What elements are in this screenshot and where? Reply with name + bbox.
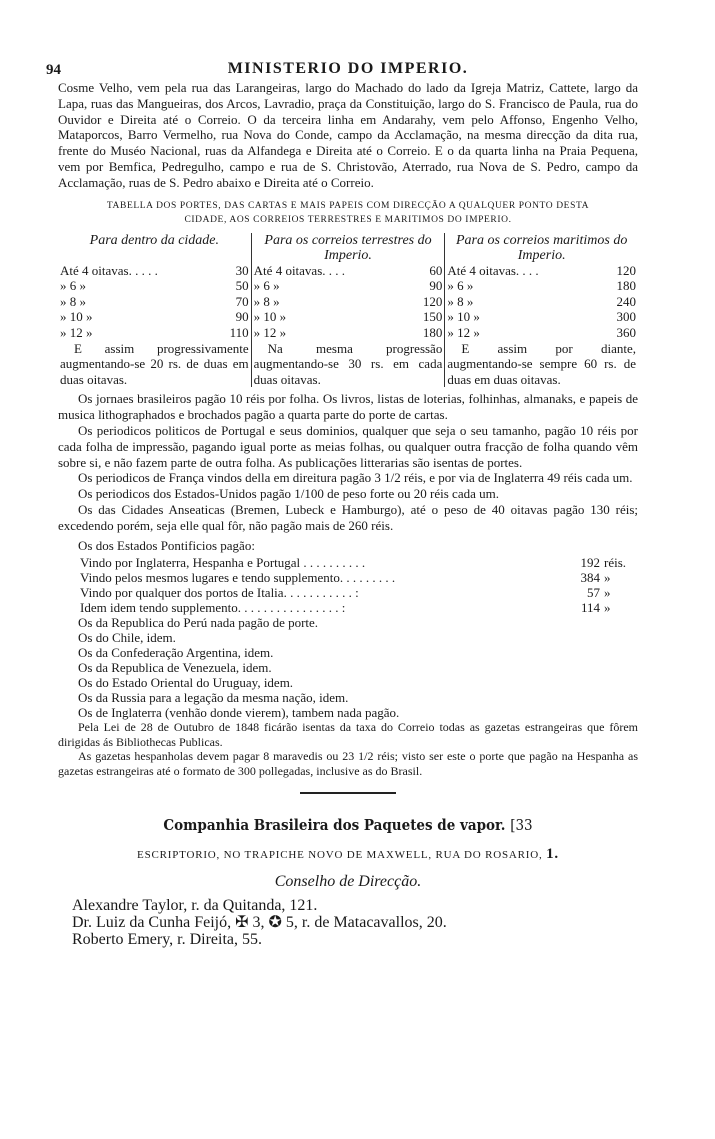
- list-item: [58, 600, 638, 615]
- rate-label: » 8 »: [253, 293, 280, 309]
- rate-value: 60: [429, 262, 443, 278]
- rate-value: 120: [616, 262, 637, 278]
- rate-value: 384: [580, 570, 600, 586]
- rate-row: [447, 263, 636, 279]
- rate-label: Até 4 oitavas. . . .: [447, 262, 539, 278]
- rates-column-land: [251, 233, 445, 388]
- list-item: Os da Republica de Venezuela, idem.: [78, 660, 272, 676]
- rate-row: [254, 263, 443, 279]
- column-note: E assim progressivamente augmentando-se 20 rs. de duas em duas oitavas.: [60, 340, 249, 387]
- intro-paragraph: Cosme Velho, vem pela rua das Larangeiras, largo do Machado do lado da Igreja Matriz, Cattete, largo da Lapa, ruas das Mangueiras, dos Arcos, Lavradio, praça da Constituição, largo do S. Francisco de Paula, rua do Ouvidor e Direita até o Correio. O da terceira linha em Andarahy, vem pelo Affonso, Engenho Velho, Mataporcos, Barro Vermelho, rua Nova do Conde, campo da Acclamação, na mesma direcção da dita rua, frente do Muséo Nacional, ruas da Alfandega e Direita até o Correio. E o da quarta linha na Praia Pequena, vem por Bemfica, Pedregulho, campo e rua de S. Christovão, Aterrado, rua Nova de S. Pedro, campo da Acclamação, ruas de S. Pedro abaixo e Direita até o Correio.: [58, 80, 638, 190]
- rate-value: 180: [422, 324, 443, 340]
- rate-label: Vindo pelos mesmos lugares e tendo supplemento. . . . . . . . .: [80, 570, 396, 586]
- document-page: [46, 60, 638, 948]
- rate-label: » 12 »: [60, 324, 93, 340]
- rate-row: [60, 325, 249, 341]
- column-note: E assim por diante, augmentando-se sempre 60 rs. de duas em duas oitavas.: [447, 340, 637, 387]
- rate-value: 240: [616, 293, 637, 309]
- list-item: Os do Chile, idem.: [78, 630, 176, 646]
- rate-label: » 8 »: [447, 293, 474, 309]
- paragraph-newspapers: Os jornaes brasileiros pagão 10 réis por folha. Os livros, listas de loterias, folhinhas, almanaks, e papeis de musica lithographados e brochados pagão a quarta parte do porte de cartas.: [58, 391, 638, 423]
- footnote-mark: [33: [510, 815, 533, 834]
- rate-label: » 6 »: [253, 278, 280, 294]
- rate-label: » 6 »: [60, 278, 86, 294]
- list-item: Os do Estado Oriental do Uruguay, idem.: [78, 675, 294, 691]
- rate-label: Vindo por Inglaterra, Hespanha e Portugal . . . . . . . . . .: [80, 555, 366, 571]
- rate-value: 180: [616, 278, 637, 294]
- paragraph-law-1848: Pela Lei de 28 de Outubro de 1848 ficárão isentas da taxa do Correio todas as gazetas estrangeiras que fôrem dirigidas ás Bibliothecas Publicas.: [58, 720, 638, 749]
- column-heading: Para os correios maritimos do Imperio.: [455, 232, 628, 263]
- list-item: Os da Russia para a legação da mesma nação, idem.: [78, 690, 349, 706]
- list-item: [58, 585, 638, 600]
- column-heading: Para os correios terrestres do Imperio.: [264, 232, 432, 263]
- page-header: [46, 60, 638, 80]
- list-item: [58, 570, 638, 585]
- rate-label: » 10 »: [253, 309, 287, 325]
- rate-row: [60, 309, 249, 325]
- office-text: ESCRIPTORIO, NO TRAPICHE NOVO DE MAXWELL, RUA DO ROSARIO,: [137, 848, 543, 861]
- paragraph-hanseatic: Os das Cidades Anseaticas (Bremen, Lubeck e Hamburgo), até o peso de 40 oitavas pagão 130 réis; excedendo porém, seja elle qual fôr, não pagão mais de 260 réis.: [58, 501, 638, 533]
- rate-label: Vindo por qualquer dos portos de Italia. . . . . . . . . . . :: [80, 585, 359, 601]
- rate-value: 90: [235, 309, 249, 325]
- rate-row: [447, 325, 636, 341]
- page-number: 94: [46, 62, 61, 78]
- rates-table-title-line1: TABELLA DOS PORTES, DAS CARTAS E MAIS PAPEIS COM DIRECÇÃO A QUALQUER PONTO DESTA: [106, 200, 590, 211]
- rate-label: » 12 »: [447, 324, 480, 340]
- council-heading: Conselho de Direcção.: [274, 872, 422, 890]
- rates-column-sea: [444, 233, 638, 388]
- rate-unit: »: [604, 600, 611, 616]
- rate-label: » 12 »: [253, 324, 287, 340]
- rate-label: Idem idem tendo supplemento. . . . . . . . . . . . . . . . :: [80, 600, 346, 616]
- rate-row: [447, 278, 636, 294]
- list-item: [58, 555, 638, 570]
- rate-row: [254, 278, 443, 294]
- rate-unit: »: [604, 570, 611, 586]
- rates-column-city: [58, 233, 251, 388]
- rate-value: 90: [429, 278, 443, 294]
- rate-label: » 6 »: [447, 278, 474, 294]
- rate-label: Até 4 oitavas. . . .: [253, 262, 346, 278]
- rate-value: 50: [235, 278, 249, 294]
- paragraph-france: Os periodicos de França vindos della em direitura pagão 3 1/2 réis, e por via de Inglaterra 49 réis cada um.: [78, 470, 633, 486]
- rate-unit: »: [604, 585, 611, 601]
- member-entry: Roberto Emery, r. Direita, 55.: [72, 930, 263, 948]
- rate-value: 150: [422, 309, 443, 325]
- rate-value: 70: [235, 293, 249, 309]
- paragraph-united-states: Os periodicos dos Estados-Unidos pagão 1/100 de peso forte ou 20 réis cada um.: [78, 486, 499, 502]
- office-address: [58, 846, 638, 863]
- rate-label: Até 4 oitavas. . . . .: [60, 262, 158, 278]
- company-title: [58, 816, 638, 834]
- rate-row: [254, 325, 443, 341]
- rate-value: 30: [235, 262, 249, 278]
- office-number: 1.: [546, 845, 559, 862]
- column-note: Na mesma progressão augmentando-se 30 rs. em cada duas oitavas.: [253, 340, 443, 387]
- rate-value: 300: [616, 309, 637, 325]
- rate-row: [447, 309, 636, 325]
- pontifical-rates-list: [58, 555, 638, 615]
- paragraph-portugal: Os periodicos politicos de Portugal e seus dominios, qualquer que seja o seu tamanho, pagão 10 réis por cada folha de impressão, pagando igual porte as meias folhas, ou qualquer outra fracção de folha quando vêm sobre si, e não fazem parte de outra folha. As publicações litterarias são isentas de portes.: [58, 422, 638, 470]
- rate-label: » 10 »: [447, 309, 480, 325]
- rate-row: [60, 278, 249, 294]
- rate-row: [60, 263, 249, 279]
- rates-table-title-line2: CIDADE, AOS CORREIOS TERRESTRES E MARITIMOS DO IMPERIO.: [184, 214, 512, 225]
- list-item: Os da Confederação Argentina, idem.: [78, 645, 274, 661]
- company-name: Companhia Brasileira dos Paquetes de vapor.: [163, 815, 506, 834]
- council-members: [58, 897, 638, 948]
- rate-row: [447, 294, 636, 310]
- rate-value: 114: [580, 600, 600, 616]
- exempt-list: [58, 615, 638, 720]
- rate-value: 360: [616, 324, 637, 340]
- column-heading: Para dentro da cidade.: [89, 232, 220, 248]
- rate-value: 192: [580, 555, 600, 571]
- rate-value: 120: [422, 293, 443, 309]
- running-title: MINISTERIO DO IMPERIO.: [227, 60, 469, 77]
- section-divider: [300, 792, 396, 794]
- list-item: Os da Republica do Perú nada pagão de porte.: [78, 615, 319, 631]
- rate-value: 57: [587, 585, 600, 601]
- rate-unit: réis.: [604, 555, 627, 571]
- rate-row: [60, 294, 249, 310]
- member-entry: Alexandre Taylor, r. da Quitanda, 121.: [72, 896, 318, 914]
- rate-value: 110: [229, 324, 249, 340]
- body-paragraphs: [58, 391, 638, 553]
- rate-label: » 8 »: [60, 293, 86, 309]
- rates-table-title: [58, 199, 638, 227]
- rates-table: [58, 233, 638, 388]
- paragraph-pontifical: Os dos Estados Pontificios pagão:: [78, 537, 255, 553]
- member-entry: Dr. Luiz da Cunha Feijó, ✠ 3, ✪ 5, r. de Matacavallos, 20.: [72, 913, 447, 931]
- rate-row: [254, 294, 443, 310]
- rate-label: » 10 »: [60, 309, 93, 325]
- paragraph-spanish-gazettes: As gazetas hespanholas devem pagar 8 maravedis ou 23 1/2 réis; visto ser este o porte que pagão na Hespanha as gazetas estrangeiras até o formato de 300 pollegadas, inclusive as do Brasil.: [58, 749, 638, 778]
- rate-row: [254, 309, 443, 325]
- list-item: Os de Inglaterra (venhão donde vierem), tambem nada pagão.: [78, 705, 400, 721]
